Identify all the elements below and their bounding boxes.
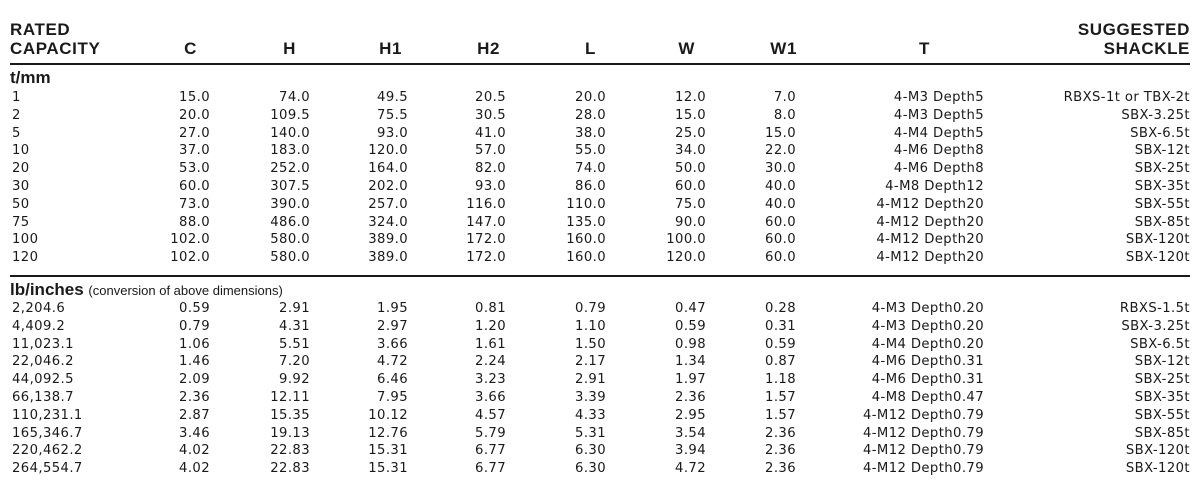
cell-rated-capacity: 50 xyxy=(12,196,30,212)
cell-h2: 2.24 xyxy=(475,354,506,370)
cell-w: 2.36 xyxy=(675,389,706,405)
cell-l: 38.0 xyxy=(575,125,606,141)
cell-h1: 389.0 xyxy=(368,250,408,266)
cell-w1: 15.0 xyxy=(765,125,796,141)
cell-h2: 82.0 xyxy=(475,161,506,177)
cell-rated-capacity: 220,462.2 xyxy=(12,443,83,459)
header-h1: H1 xyxy=(379,39,402,58)
cell-h: 252.0 xyxy=(270,161,310,177)
table-row xyxy=(0,196,1200,214)
cell-h2: 1.61 xyxy=(475,336,506,352)
cell-c: 88.0 xyxy=(179,214,210,230)
table-row xyxy=(0,178,1200,196)
cell-c: 102.0 xyxy=(170,250,210,266)
cell-t: 4-M12 Depth20 xyxy=(876,250,984,266)
cell-t: 4-M3 Depth5 xyxy=(893,107,984,123)
cell-suggested-shackle: SBX-120t xyxy=(1125,250,1190,266)
cell-h2: 0.81 xyxy=(475,301,506,316)
cell-w: 25.0 xyxy=(675,125,706,141)
cell-t: 4-M3 Depth0.20 xyxy=(871,301,984,316)
cell-w: 0.98 xyxy=(675,336,706,352)
metric-unit-label: t/mm xyxy=(10,68,51,87)
cell-h: 7.20 xyxy=(279,354,310,370)
cell-c: 4.02 xyxy=(179,461,210,477)
cell-suggested-shackle: SBX-3.25t xyxy=(1121,318,1190,334)
imperial-unit-note: (conversion of above dimensions) xyxy=(88,283,283,298)
cell-h2: 147.0 xyxy=(466,214,506,230)
table-row xyxy=(0,142,1200,160)
header-w: W xyxy=(678,39,695,58)
cell-suggested-shackle: RBXS-1t or TBX-2t xyxy=(1063,90,1190,105)
cell-rated-capacity: 2,204.6 xyxy=(12,301,66,316)
cell-w1: 2.36 xyxy=(765,443,796,459)
cell-t: 4-M12 Depth20 xyxy=(876,214,984,230)
table-row xyxy=(0,336,1200,354)
cell-c: 53.0 xyxy=(179,161,210,177)
cell-suggested-shackle: SBX-3.25t xyxy=(1121,107,1190,123)
header-l: L xyxy=(585,39,596,58)
cell-h2: 6.77 xyxy=(475,443,506,459)
cell-rated-capacity: 75 xyxy=(12,214,30,230)
cell-t: 4-M6 Depth8 xyxy=(893,161,984,177)
cell-h: 580.0 xyxy=(270,232,310,248)
cell-h2: 4.57 xyxy=(475,407,506,423)
cell-h1: 389.0 xyxy=(368,232,408,248)
table-row xyxy=(0,107,1200,125)
cell-l: 74.0 xyxy=(575,161,606,177)
table-row xyxy=(0,442,1200,460)
cell-c: 0.79 xyxy=(179,318,210,334)
cell-l: 110.0 xyxy=(566,196,606,212)
cell-h: 22.83 xyxy=(270,461,310,477)
cell-t: 4-M6 Depth0.31 xyxy=(871,354,984,370)
cell-w1: 30.0 xyxy=(765,161,796,177)
cell-l: 160.0 xyxy=(566,232,606,248)
cell-w: 90.0 xyxy=(675,214,706,230)
cell-suggested-shackle: SBX-120t xyxy=(1125,232,1190,248)
header-divider xyxy=(10,63,1190,65)
cell-l: 20.0 xyxy=(575,90,606,105)
cell-w1: 40.0 xyxy=(765,196,796,212)
cell-h1: 324.0 xyxy=(368,214,408,230)
header-w1: W1 xyxy=(770,39,797,58)
cell-l: 1.50 xyxy=(575,336,606,352)
table-row xyxy=(0,371,1200,389)
cell-c: 73.0 xyxy=(179,196,210,212)
cell-t: 4-M12 Depth0.79 xyxy=(862,461,984,477)
cell-h: 22.83 xyxy=(270,443,310,459)
cell-c: 15.0 xyxy=(179,90,210,105)
cell-h2: 172.0 xyxy=(466,232,506,248)
cell-t: 4-M6 Depth0.31 xyxy=(871,372,984,388)
cell-w: 1.34 xyxy=(675,354,706,370)
cell-c: 102.0 xyxy=(170,232,210,248)
cell-h: 9.92 xyxy=(279,372,310,388)
cell-suggested-shackle: RBXS-1.5t xyxy=(1119,301,1190,316)
cell-w: 3.54 xyxy=(675,425,706,441)
cell-h1: 164.0 xyxy=(368,161,408,177)
cell-h1: 75.5 xyxy=(377,107,408,123)
cell-l: 4.33 xyxy=(575,407,606,423)
cell-h2: 41.0 xyxy=(475,125,506,141)
cell-rated-capacity: 44,092.5 xyxy=(12,372,74,388)
table-row xyxy=(0,249,1200,267)
cell-c: 4.02 xyxy=(179,443,210,459)
cell-w: 60.0 xyxy=(675,178,706,194)
cell-l: 1.10 xyxy=(575,318,606,334)
cell-t: 4-M12 Depth20 xyxy=(876,232,984,248)
table-row xyxy=(0,425,1200,443)
cell-h: 390.0 xyxy=(270,196,310,212)
section-divider xyxy=(10,275,1190,277)
cell-h1: 2.97 xyxy=(377,318,408,334)
cell-h1: 257.0 xyxy=(368,196,408,212)
header-h: H xyxy=(283,39,296,58)
cell-l: 5.31 xyxy=(575,425,606,441)
cell-suggested-shackle: SBX-120t xyxy=(1125,461,1190,477)
cell-w: 1.97 xyxy=(675,372,706,388)
cell-c: 3.46 xyxy=(179,425,210,441)
table-row xyxy=(0,407,1200,425)
cell-l: 6.30 xyxy=(575,443,606,459)
cell-h: 12.11 xyxy=(270,389,310,405)
cell-h1: 12.76 xyxy=(368,425,408,441)
cell-h: 140.0 xyxy=(270,125,310,141)
table-row xyxy=(0,214,1200,232)
table-row xyxy=(0,318,1200,336)
imperial-unit-label: lb/inches xyxy=(10,280,84,299)
cell-h2: 3.66 xyxy=(475,389,506,405)
cell-w1: 60.0 xyxy=(765,214,796,230)
cell-rated-capacity: 66,138.7 xyxy=(12,389,74,405)
cell-rated-capacity: 20 xyxy=(12,161,30,177)
cell-h2: 6.77 xyxy=(475,461,506,477)
cell-h1: 15.31 xyxy=(368,443,408,459)
cell-h: 19.13 xyxy=(270,425,310,441)
cell-rated-capacity: 1 xyxy=(12,90,21,105)
header-suggested-line1: SUGGESTED xyxy=(1077,20,1190,39)
cell-l: 28.0 xyxy=(575,107,606,123)
cell-l: 2.91 xyxy=(575,372,606,388)
cell-w1: 0.59 xyxy=(765,336,796,352)
cell-w1: 60.0 xyxy=(765,232,796,248)
cell-w: 12.0 xyxy=(675,90,706,105)
cell-h1: 202.0 xyxy=(368,178,408,194)
table-row xyxy=(0,160,1200,178)
cell-h1: 120.0 xyxy=(368,143,408,159)
cell-h2: 5.79 xyxy=(475,425,506,441)
cell-h1: 4.72 xyxy=(377,354,408,370)
cell-w1: 0.28 xyxy=(765,301,796,316)
cell-l: 135.0 xyxy=(566,214,606,230)
cell-h: 15.35 xyxy=(270,407,310,423)
cell-suggested-shackle: SBX-120t xyxy=(1125,443,1190,459)
cell-l: 3.39 xyxy=(575,389,606,405)
cell-h2: 116.0 xyxy=(466,196,506,212)
cell-l: 55.0 xyxy=(575,143,606,159)
cell-h: 5.51 xyxy=(279,336,310,352)
cell-h1: 15.31 xyxy=(368,461,408,477)
cell-h2: 3.23 xyxy=(475,372,506,388)
cell-w1: 22.0 xyxy=(765,143,796,159)
cell-h2: 30.5 xyxy=(475,107,506,123)
cell-suggested-shackle: SBX-6.5t xyxy=(1130,125,1190,141)
cell-rated-capacity: 11,023.1 xyxy=(12,336,74,352)
cell-w: 50.0 xyxy=(675,161,706,177)
cell-rated-capacity: 5 xyxy=(12,125,21,141)
cell-w1: 0.87 xyxy=(765,354,796,370)
cell-c: 2.09 xyxy=(179,372,210,388)
cell-w: 0.59 xyxy=(675,318,706,334)
cell-h: 4.31 xyxy=(279,318,310,334)
cell-c: 2.87 xyxy=(179,407,210,423)
cell-h: 580.0 xyxy=(270,250,310,266)
cell-w: 34.0 xyxy=(675,143,706,159)
cell-rated-capacity: 165,346.7 xyxy=(12,425,83,441)
cell-w: 75.0 xyxy=(675,196,706,212)
table-row xyxy=(0,89,1200,107)
cell-h: 486.0 xyxy=(270,214,310,230)
cell-w: 0.47 xyxy=(675,301,706,316)
cell-t: 4-M4 Depth0.20 xyxy=(871,336,984,352)
cell-w1: 0.31 xyxy=(765,318,796,334)
cell-suggested-shackle: SBX-25t xyxy=(1134,161,1190,177)
cell-rated-capacity: 30 xyxy=(12,178,30,194)
cell-rated-capacity: 2 xyxy=(12,107,21,123)
cell-w: 4.72 xyxy=(675,461,706,477)
cell-suggested-shackle: SBX-25t xyxy=(1134,372,1190,388)
header-t: T xyxy=(919,39,930,58)
cell-rated-capacity: 264,554.7 xyxy=(12,461,83,477)
cell-rated-capacity: 100 xyxy=(12,232,39,248)
cell-rated-capacity: 120 xyxy=(12,250,39,266)
cell-l: 0.79 xyxy=(575,301,606,316)
cell-t: 4-M3 Depth5 xyxy=(893,90,984,105)
cell-w1: 60.0 xyxy=(765,250,796,266)
header-rated-capacity-line2: CAPACITY xyxy=(10,39,101,58)
cell-t: 4-M4 Depth5 xyxy=(893,125,984,141)
cell-h2: 172.0 xyxy=(466,250,506,266)
cell-h: 2.91 xyxy=(279,301,310,316)
cell-w: 3.94 xyxy=(675,443,706,459)
cell-t: 4-M8 Depth0.47 xyxy=(871,389,984,405)
cell-h1: 1.95 xyxy=(377,301,408,316)
cell-c: 37.0 xyxy=(179,143,210,159)
cell-h: 183.0 xyxy=(270,143,310,159)
cell-h: 307.5 xyxy=(270,178,310,194)
cell-t: 4-M12 Depth20 xyxy=(876,196,984,212)
cell-h2: 93.0 xyxy=(475,178,506,194)
cell-l: 160.0 xyxy=(566,250,606,266)
cell-w1: 2.36 xyxy=(765,461,796,477)
cell-t: 4-M6 Depth8 xyxy=(893,143,984,159)
cell-c: 0.59 xyxy=(179,301,210,316)
cell-c: 27.0 xyxy=(179,125,210,141)
header-h2: H2 xyxy=(477,39,500,58)
cell-c: 60.0 xyxy=(179,178,210,194)
cell-suggested-shackle: SBX-12t xyxy=(1134,354,1190,370)
cell-t: 4-M12 Depth0.79 xyxy=(862,425,984,441)
cell-h1: 6.46 xyxy=(377,372,408,388)
table-row xyxy=(0,231,1200,249)
table-row xyxy=(0,353,1200,371)
cell-w1: 1.57 xyxy=(765,407,796,423)
table-row xyxy=(0,389,1200,407)
table-row xyxy=(0,300,1200,318)
cell-c: 2.36 xyxy=(179,389,210,405)
cell-t: 4-M3 Depth0.20 xyxy=(871,318,984,334)
cell-l: 6.30 xyxy=(575,461,606,477)
cell-h2: 1.20 xyxy=(475,318,506,334)
cell-h1: 49.5 xyxy=(377,90,408,105)
cell-suggested-shackle: SBX-55t xyxy=(1134,196,1190,212)
cell-suggested-shackle: SBX-6.5t xyxy=(1130,336,1190,352)
cell-c: 1.46 xyxy=(179,354,210,370)
cell-t: 4-M12 Depth0.79 xyxy=(862,443,984,459)
cell-t: 4-M8 Depth12 xyxy=(885,178,984,194)
cell-w1: 1.18 xyxy=(765,372,796,388)
cell-suggested-shackle: SBX-35t xyxy=(1134,178,1190,194)
cell-rated-capacity: 22,046.2 xyxy=(12,354,74,370)
header-c: C xyxy=(184,39,197,58)
cell-suggested-shackle: SBX-85t xyxy=(1134,425,1190,441)
header-suggested-shackle xyxy=(1078,20,1190,58)
cell-w1: 7.0 xyxy=(773,90,796,105)
cell-rated-capacity: 110,231.1 xyxy=(12,407,83,423)
cell-w: 100.0 xyxy=(666,232,706,248)
cell-h1: 93.0 xyxy=(377,125,408,141)
table-row xyxy=(0,460,1200,478)
cell-rated-capacity: 10 xyxy=(12,143,30,159)
header-rated-capacity xyxy=(10,20,100,58)
cell-suggested-shackle: SBX-12t xyxy=(1134,143,1190,159)
header-rated-capacity-line1: RATED xyxy=(10,20,71,39)
cell-h1: 3.66 xyxy=(377,336,408,352)
cell-h: 109.5 xyxy=(270,107,310,123)
imperial-unit-heading xyxy=(10,280,283,300)
cell-t: 4-M12 Depth0.79 xyxy=(862,407,984,423)
imperial-table xyxy=(0,300,1200,478)
cell-c: 20.0 xyxy=(179,107,210,123)
cell-w1: 8.0 xyxy=(773,107,796,123)
header-suggested-line2: SHACKLE xyxy=(1103,39,1190,58)
cell-rated-capacity: 4,409.2 xyxy=(12,318,66,334)
cell-h: 74.0 xyxy=(279,90,310,105)
cell-w1: 40.0 xyxy=(765,178,796,194)
cell-l: 86.0 xyxy=(575,178,606,194)
metric-table xyxy=(0,89,1200,267)
cell-suggested-shackle: SBX-55t xyxy=(1134,407,1190,423)
cell-suggested-shackle: SBX-35t xyxy=(1134,389,1190,405)
cell-w: 15.0 xyxy=(675,107,706,123)
cell-w: 120.0 xyxy=(666,250,706,266)
cell-h1: 7.95 xyxy=(377,389,408,405)
cell-h2: 57.0 xyxy=(475,143,506,159)
cell-w1: 1.57 xyxy=(765,389,796,405)
table-row xyxy=(0,125,1200,143)
cell-w: 2.95 xyxy=(675,407,706,423)
cell-c: 1.06 xyxy=(179,336,210,352)
cell-h2: 20.5 xyxy=(475,90,506,105)
cell-h1: 10.12 xyxy=(368,407,408,423)
cell-l: 2.17 xyxy=(575,354,606,370)
cell-w1: 2.36 xyxy=(765,425,796,441)
cell-suggested-shackle: SBX-85t xyxy=(1134,214,1190,230)
